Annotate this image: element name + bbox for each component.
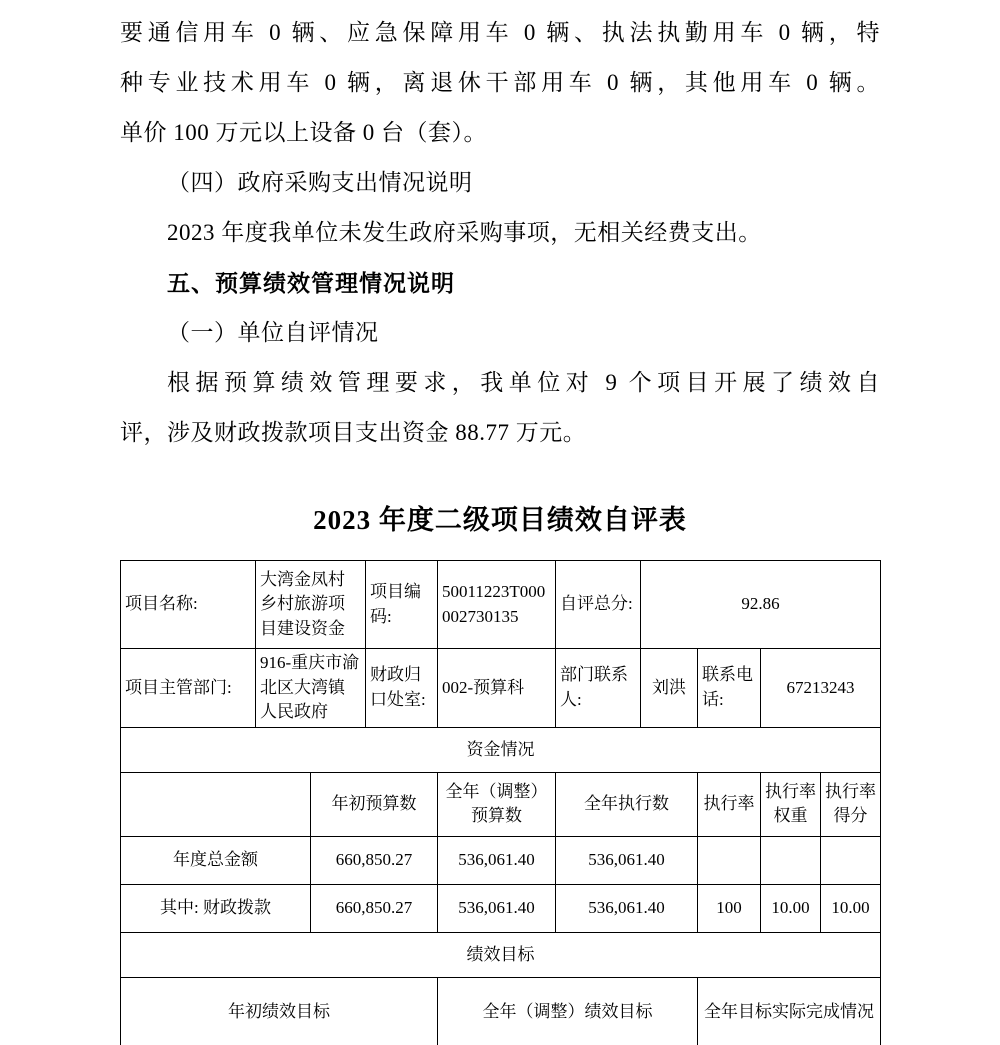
- project-name-value: 大湾金凤村乡村旅游项目建设资金: [256, 561, 366, 649]
- table-row: [121, 561, 881, 649]
- self-score-label: 自评总分:: [556, 561, 641, 649]
- performance-header-initial: 年初绩效目标: [121, 977, 438, 1045]
- funds-fiscal-label: 其中: 财政拨款: [121, 884, 311, 932]
- self-score-value: 92.86: [641, 561, 881, 649]
- funds-header-initial: 年初预算数: [311, 772, 438, 836]
- funds-header-empty: [121, 772, 311, 836]
- funds-total-label: 年度总金额: [121, 836, 311, 884]
- funds-row-total: [121, 836, 881, 884]
- funds-total-rate: [698, 836, 761, 884]
- contact-label: 部门联系人:: [556, 649, 641, 728]
- body-line: 单价 100 万元以上设备 0 台（套）。: [120, 120, 487, 145]
- body-line: 要通信用车 0 辆、应急保障用车 0 辆、执法执勤用车 0 辆，特: [120, 20, 880, 45]
- self-evaluation-table: [120, 560, 881, 1045]
- project-name-label: 项目名称:: [121, 561, 256, 649]
- finance-office-label: 财政归口处室:: [366, 649, 438, 728]
- performance-header-row: [121, 977, 881, 1045]
- heading-self-evaluation: （一）单位自评情况: [167, 320, 379, 345]
- funds-total-weight: [761, 836, 821, 884]
- heading-performance-management: 五、预算绩效管理情况说明: [167, 270, 455, 296]
- table-row: [121, 649, 881, 728]
- finance-office-value: 002-预算科: [438, 649, 556, 728]
- funds-fiscal-rate: 100: [698, 884, 761, 932]
- funds-section-title: 资金情况: [121, 727, 881, 772]
- funds-fiscal-weight: 10.00: [761, 884, 821, 932]
- funds-header-adjusted: 全年（调整）预算数: [438, 772, 556, 836]
- paragraph-procurement: 2023 年度我单位未发生政府采购事项，无相关经费支出。: [167, 220, 762, 245]
- contact-value: 刘洪: [641, 649, 698, 728]
- funds-header-rate-score: 执行率得分: [821, 772, 881, 836]
- funds-fiscal-score: 10.00: [821, 884, 881, 932]
- body-line: 根据预算绩效管理要求，我单位对 9 个项目开展了绩效自: [167, 370, 880, 395]
- heading-procurement: （四）政府采购支出情况说明: [167, 170, 473, 195]
- performance-header-adjusted: 全年（调整）绩效目标: [438, 977, 698, 1045]
- phone-value: 67213243: [761, 649, 881, 728]
- body-line: 评，涉及财政拨款项目支出资金 88.77 万元。: [120, 420, 587, 445]
- funds-header-row: [121, 772, 881, 836]
- table-title: 2023 年度二级项目绩效自评表: [313, 505, 687, 535]
- funds-total-score: [821, 836, 881, 884]
- funds-fiscal-adjusted: 536,061.40: [438, 884, 556, 932]
- section-row-funds: [121, 727, 881, 772]
- dept-value: 916-重庆市渝北区大湾镇人民政府: [256, 649, 366, 728]
- funds-total-initial: 660,850.27: [311, 836, 438, 884]
- phone-label: 联系电话:: [698, 649, 761, 728]
- funds-header-rate: 执行率: [698, 772, 761, 836]
- project-code-label: 项目编码:: [366, 561, 438, 649]
- funds-header-rate-weight: 执行率权重: [761, 772, 821, 836]
- body-line: 种专业技术用车 0 辆，离退休干部用车 0 辆，其他用车 0 辆。: [120, 70, 880, 95]
- funds-fiscal-executed: 536,061.40: [556, 884, 698, 932]
- funds-total-executed: 536,061.40: [556, 836, 698, 884]
- performance-header-actual: 全年目标实际完成情况: [698, 977, 881, 1045]
- project-code-value: 50011223T000002730135: [438, 561, 556, 649]
- funds-header-executed: 全年执行数: [556, 772, 698, 836]
- funds-row-fiscal: [121, 884, 881, 932]
- funds-total-adjusted: 536,061.40: [438, 836, 556, 884]
- performance-section-title: 绩效目标: [121, 932, 881, 977]
- dept-label: 项目主管部门:: [121, 649, 256, 728]
- funds-fiscal-initial: 660,850.27: [311, 884, 438, 932]
- section-row-performance: [121, 932, 881, 977]
